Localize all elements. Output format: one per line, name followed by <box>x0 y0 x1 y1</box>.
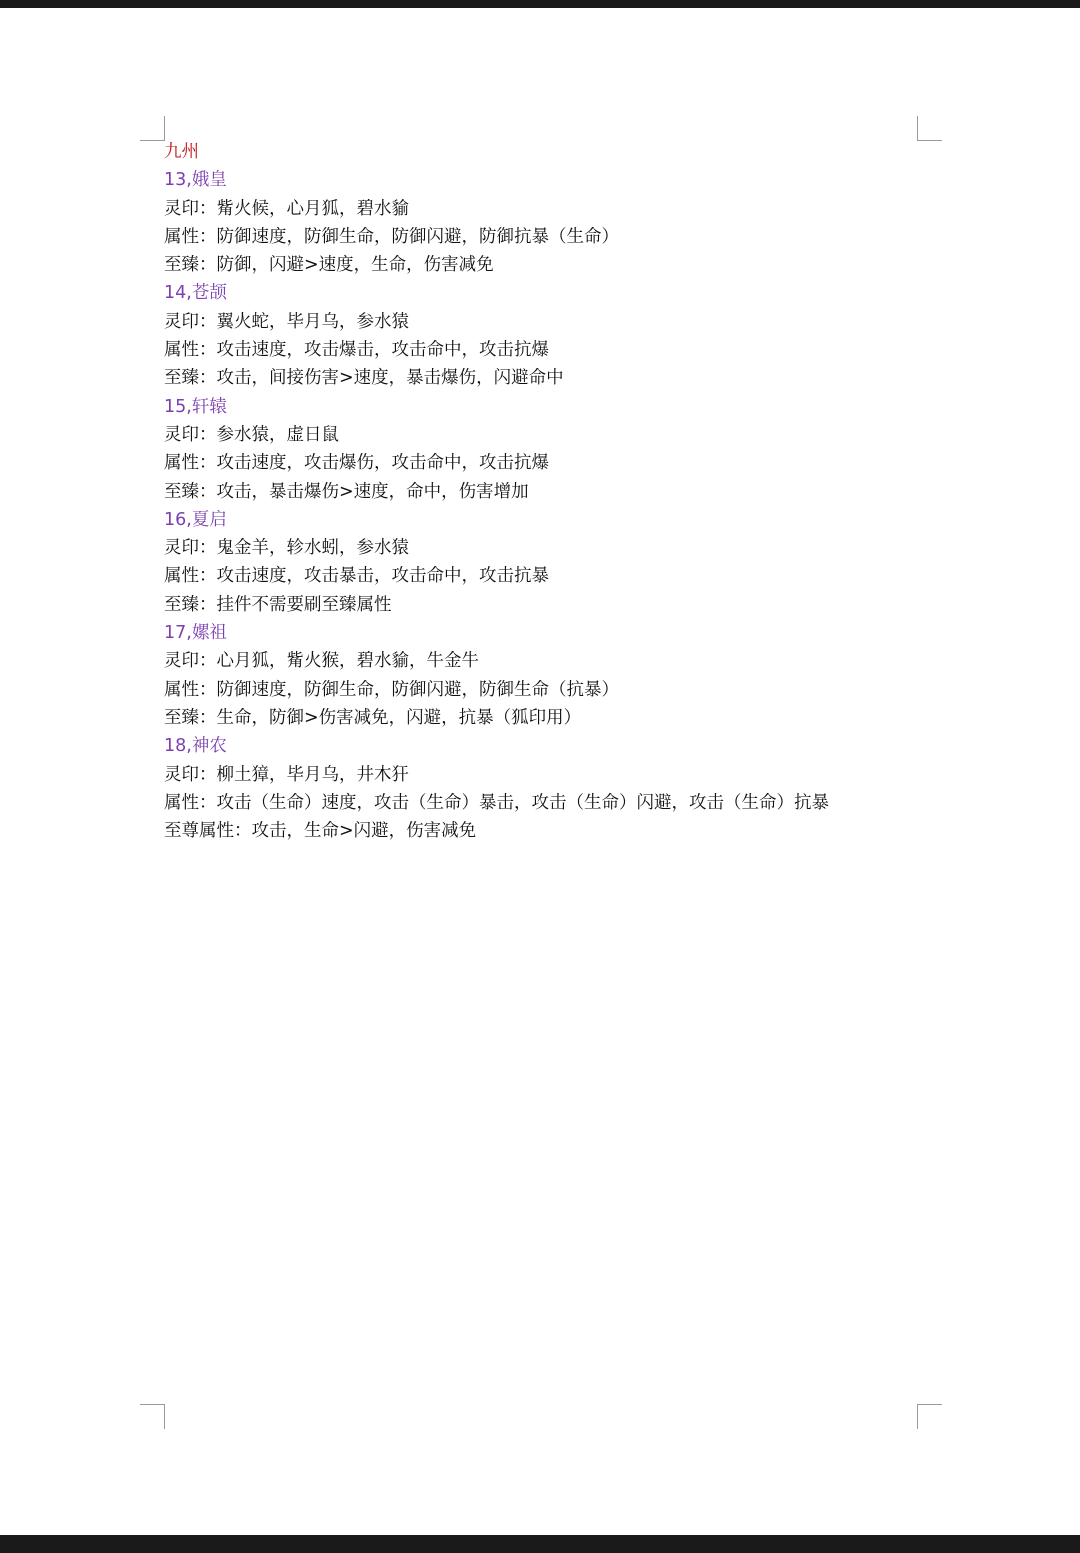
section-heading: 13,娥皇 <box>164 170 227 191</box>
section-heading: 16,夏启 <box>164 509 227 530</box>
section-line: 属性：防御速度，防御生命，防御闪避，防御生命（抗暴） <box>164 679 619 700</box>
section-line: 至臻：挂件不需要刷至臻属性 <box>164 594 392 615</box>
section-line: 灵印：觜火候，心月狐，碧水貐 <box>164 198 409 219</box>
section-line: 至臻：攻击，间接伤害>速度，暴击爆伤，闪避命中 <box>164 368 564 389</box>
document-title: 九州 <box>164 142 199 162</box>
section-line: 灵印：心月狐，觜火猴，碧水貐，牛金牛 <box>164 651 479 672</box>
crop-mark-bottom-right <box>917 1404 942 1429</box>
section-line: 至臻：防御，闪避>速度，生命，伤害减免 <box>164 255 494 276</box>
section-heading: 14,苍颉 <box>164 283 227 304</box>
crop-mark-top-left <box>140 116 165 141</box>
document-page <box>0 8 1080 1535</box>
section-13 <box>164 166 924 279</box>
section-line: 至臻：生命，防御>伤害减免，闪避，抗暴（狐印用） <box>164 707 582 728</box>
document-content <box>164 138 924 845</box>
section-17 <box>164 619 924 732</box>
section-line: 至尊属性：攻击，生命>闪避，伤害减免 <box>164 821 477 842</box>
section-line: 属性：攻击速度，攻击爆伤，攻击命中，攻击抗爆 <box>164 453 549 474</box>
section-line: 属性：防御速度，防御生命，防御闪避，防御抗暴（生命） <box>164 226 619 247</box>
section-16 <box>164 506 924 619</box>
section-heading: 15,轩辕 <box>164 396 227 417</box>
section-line: 灵印：鬼金羊，轸水蚓，参水猿 <box>164 538 409 559</box>
section-15 <box>164 393 924 506</box>
section-14 <box>164 279 924 392</box>
section-heading: 18,神农 <box>164 736 227 757</box>
section-line: 灵印：柳土獐，毕月乌，井木犴 <box>164 764 409 785</box>
section-line: 灵印：翼火蛇，毕月乌，参水猿 <box>164 311 409 332</box>
section-line: 灵印：参水猿，虚日鼠 <box>164 424 339 445</box>
section-line: 属性：攻击速度，攻击暴击，攻击命中，攻击抗暴 <box>164 566 549 587</box>
section-line: 至臻：攻击，暴击爆伤>速度，命中，伤害增加 <box>164 481 529 502</box>
section-line: 属性：攻击速度，攻击爆击，攻击命中，攻击抗爆 <box>164 340 549 361</box>
section-18 <box>164 732 924 845</box>
section-heading: 17,嫘祖 <box>164 623 227 644</box>
crop-mark-bottom-left <box>140 1404 165 1429</box>
section-line: 属性：攻击（生命）速度，攻击（生命）暴击，攻击（生命）闪避，攻击（生命）抗暴 <box>164 792 829 813</box>
